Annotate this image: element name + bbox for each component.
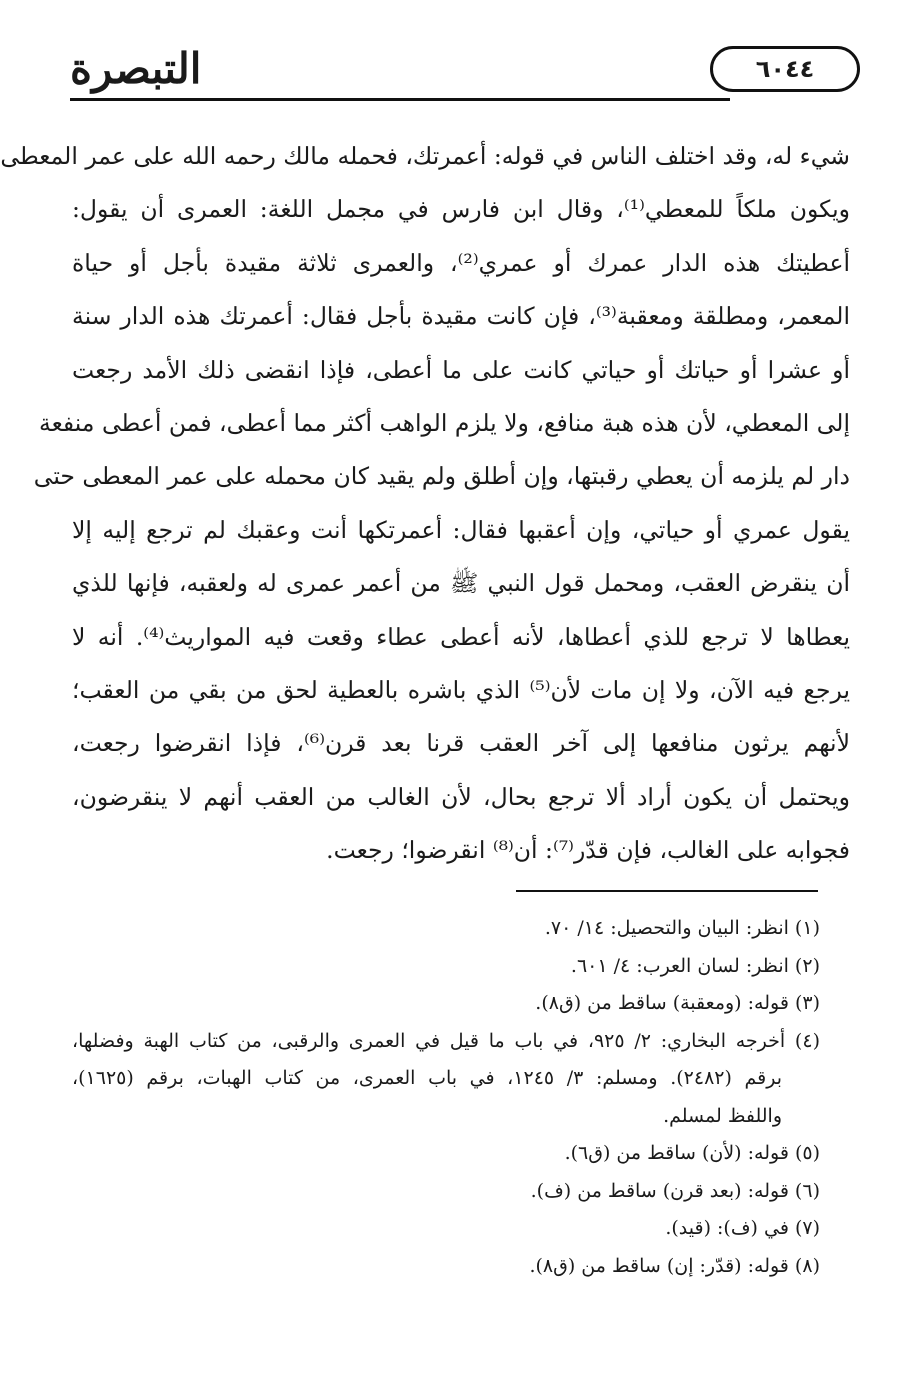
body-line: فجوابه على الغالب، فإن قدّر⁽⁷⁾: أن⁽⁸⁾ انقرضوا؛ رجعت. <box>326 836 850 865</box>
body-line: أن ينقرض العقب، ومحمل قول النبي ﷺ من أعمر عمرى له ولعقبه، فإنها للذي <box>72 569 850 598</box>
footnote-1: (١) انظر: البيان والتحصيل: ١٤/ ٧٠. <box>544 917 820 939</box>
body-line: ويحتمل أن يكون أراد ألا ترجع بحال، لأن الغالب من العقب أنهم لا ينقرضون، <box>72 782 850 811</box>
page-number-badge: ٦٠٤٤ <box>710 46 860 92</box>
book-title: التبصرة <box>70 44 202 93</box>
header-rule <box>70 98 730 101</box>
footnote-4-continuation: واللفظ لمسلم. <box>663 1104 782 1127</box>
body-line: يعطاها لا ترجع للذي أعطاها، لأنه أعطى عطاء وقعت فيه المواريث⁽⁴⁾. أنه لا <box>72 622 850 651</box>
body-line: ويكون ملكاً للمعطي⁽¹⁾، وقال ابن فارس في مجمل اللغة: العمرى أن يقول: <box>72 195 850 224</box>
body-line: شيء له، وقد اختلف الناس في قوله: أعمرتك، فحمله مالك رحمه الله على عمر المعطى <box>0 142 850 170</box>
body-line: المعمر، ومطلقة ومعقبة⁽³⁾، فإن كانت مقيدة بأجل فقال: أعمرتك هذه الدار سنة <box>72 302 850 331</box>
footnote-2: (٢) انظر: لسان العرب: ٤/ ٦٠١. <box>570 954 820 977</box>
body-line: إلى المعطي، لأن هذه هبة منافع، ولا يلزم الواهب أكثر مما أعطى، فمن أعطى منفعة <box>38 409 850 438</box>
body-line: لأنهم يرثون منافعها إلى آخر العقب قرنا بعد قرن⁽⁶⁾، فإذا انقرضوا رجعت، <box>72 729 850 758</box>
footnote-5: (٥) قوله: (لأن) ساقط من (ق٦). <box>564 1142 820 1164</box>
footnote-4-continuation: برقم (٢٤٨٢). ومسلم: ٣/ ١٢٤٥، في باب العمرى، من كتاب الهبات، برقم (١٦٢٥)، <box>72 1067 782 1089</box>
main-text <box>0 130 850 878</box>
footnotes <box>72 910 820 1285</box>
footnote-4: (٤) أخرجه البخاري: ٢/ ٩٢٥، في باب ما قيل في العمرى والرقبى، من كتاب الهبة وفضلها، <box>72 1029 820 1052</box>
body-line: أو عشرا أو حياتك أو حياتي كانت على ما أعطى، فإذا انقضى ذلك الأمد رجعت <box>72 355 850 384</box>
footnote-8: (٨) قوله: (قدّر: إن) ساقط من (ق٨). <box>529 1254 820 1277</box>
footnote-3: (٣) قوله: (ومعقبة) ساقط من (ق٨). <box>535 992 820 1014</box>
body-line: دار لم يلزمه أن يعطي رقبتها، وإن أطلق ولم يقيد كان محمله على عمر المعطى حتى <box>33 462 850 491</box>
page-header <box>70 40 850 110</box>
footnote-6: (٦) قوله: (بعد قرن) ساقط من (ف). <box>530 1179 820 1202</box>
body-line: يرجع فيه الآن، ولا إن مات لأن⁽⁵⁾ الذي باشره بالعطية لحق من بقي من العقب؛ <box>72 676 850 705</box>
footnote-7: (٧) في (ف): (قيد). <box>665 1217 820 1239</box>
footnote-separator <box>516 890 818 892</box>
body-line: أعطيتك هذه الدار عمرك أو عمري⁽²⁾، والعمرى ثلاثة مقيدة بأجل أو حياة <box>72 248 850 277</box>
body-line: يقول عمري أو حياتي، وإن أعقبها فقال: أعمرتكها أنت وعقبك لم ترجع إليه إلا <box>72 515 850 544</box>
